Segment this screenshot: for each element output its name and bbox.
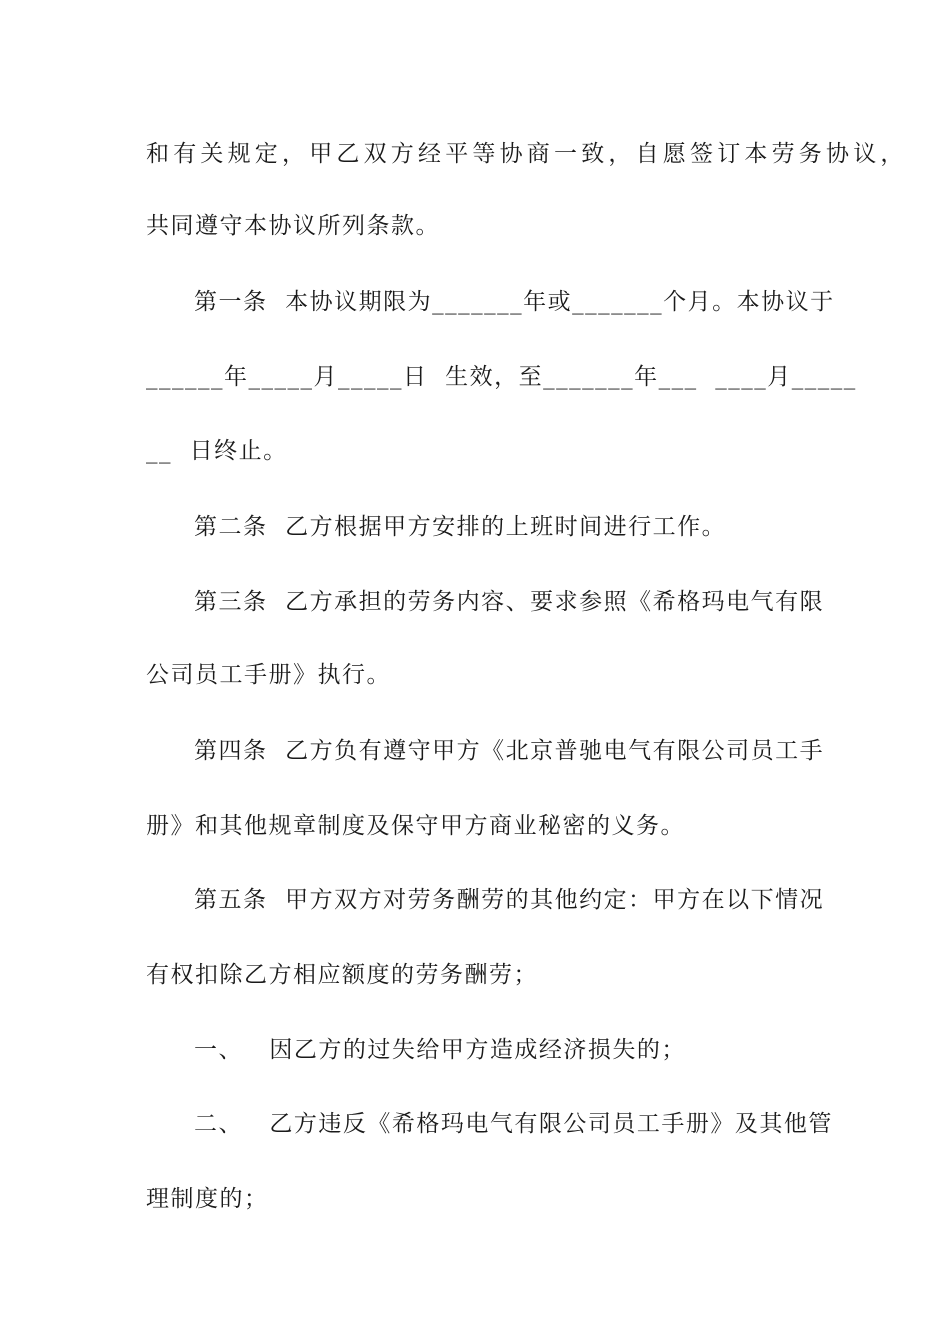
article-3-line: 第三条 乙方承担的劳务内容、要求参照《希格玛电气有限	[194, 589, 825, 615]
article-1-line: ______年_____月_____日 生效，至_______年___ ____月_____	[146, 364, 857, 390]
article-4-line: 册》和其他规章制度及保守甲方商业秘密的义务。	[146, 813, 685, 839]
article-5-line: 有权扣除乙方相应额度的劳务酬劳；	[146, 962, 538, 988]
article-1-line: 第一条 本协议期限为_______年或_______个月。本协议于	[194, 289, 835, 315]
paragraph-line: 和有关规定，甲乙双方经平等协商一致，自愿签订本劳务协议，	[146, 141, 908, 167]
list-item-1: 一、 因乙方的过失给甲方造成经济损失的；	[194, 1037, 686, 1063]
paragraph-line: 共同遵守本协议所列条款。	[146, 213, 440, 239]
list-item-2-continued: 理制度的；	[146, 1186, 269, 1212]
article-2-line: 第二条 乙方根据甲方安排的上班时间进行工作。	[194, 514, 727, 540]
article-3-line: 公司员工手册》执行。	[146, 662, 391, 688]
article-5-line: 第五条 甲方双方对劳务酬劳的其他约定：甲方在以下情况	[194, 887, 825, 913]
article-4-line: 第四条 乙方负有遵守甲方《北京普驰电气有限公司员工手	[194, 738, 825, 764]
list-item-2: 二、 乙方违反《希格玛电气有限公司员工手册》及其他管	[194, 1111, 833, 1137]
article-1-line: __ 日终止。	[146, 438, 288, 464]
